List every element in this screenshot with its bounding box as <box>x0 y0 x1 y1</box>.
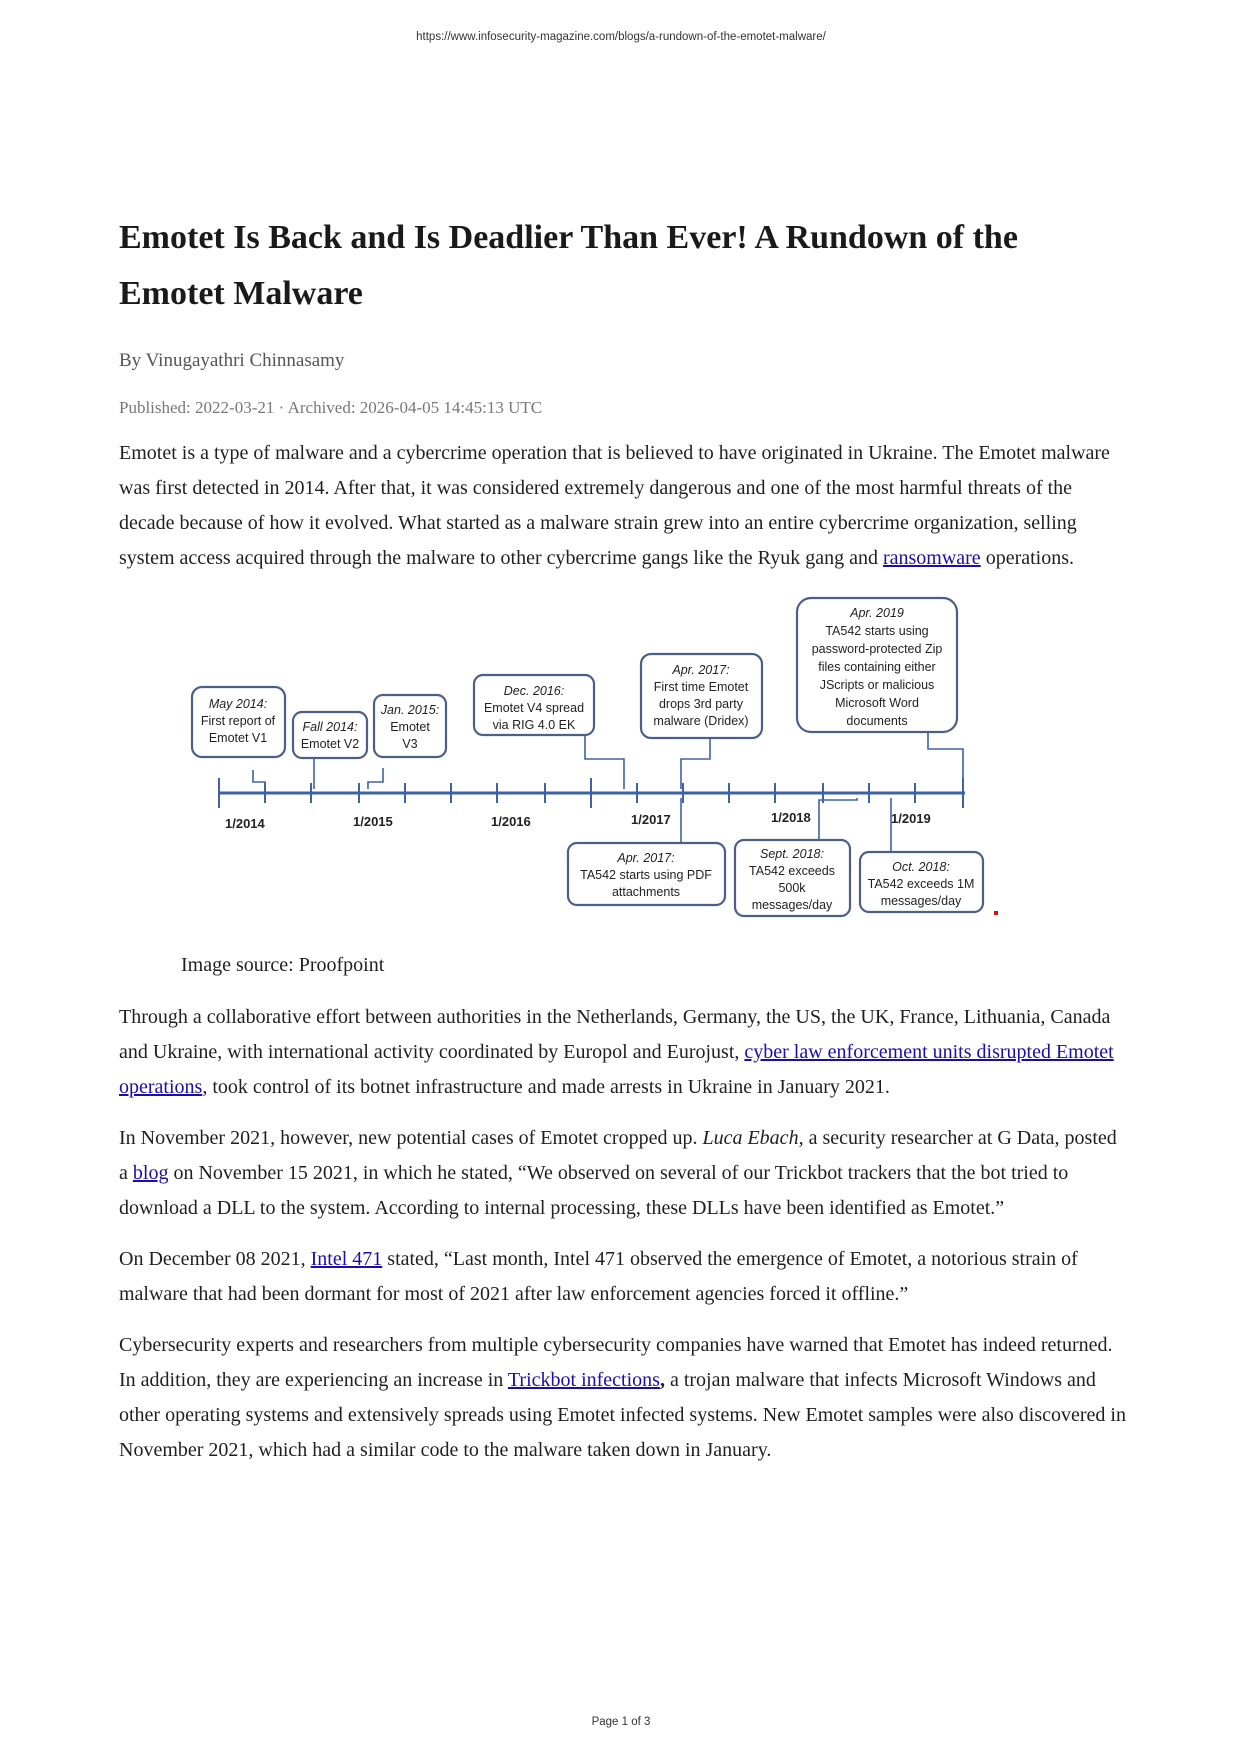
article-title: Emotet Is Back and Is Deadlier Than Ever! A Rundown of the Emotet Malware <box>119 219 1018 312</box>
paragraph-takedown: Through a collaborative effort between authorities in the Netherlands, Germany, the US, the UK, France, Lithuania, Canada and Ukraine, with international activity coordinated by Europol and Eurojust, cyber law enforcement units disrupted Emotet operations, took control of its botnet infrastructure and made arrests in Ukraine in January 2021. <box>119 1006 1114 1098</box>
svg-text:messages/day: messages/day <box>751 898 833 912</box>
svg-text:TA542 starts using: TA542 starts using <box>825 624 929 638</box>
svg-text:password-protected Zip: password-protected Zip <box>811 642 943 656</box>
svg-text:Apr. 2017:: Apr. 2017: <box>617 851 675 865</box>
svg-text:Emotet V1: Emotet V1 <box>208 731 268 745</box>
svg-text:Oct. 2018:: Oct. 2018: <box>892 860 950 874</box>
svg-text:May 2014:: May 2014: <box>208 697 268 711</box>
axis-label-2017: 1/2017 <box>631 812 671 827</box>
red-dot-mark <box>994 911 998 915</box>
svg-text:Emotet V2: Emotet V2 <box>300 737 360 751</box>
svg-text:files containing either: files containing either <box>818 660 936 674</box>
axis-label-2015: 1/2015 <box>353 814 393 829</box>
svg-text:First report of: First report of <box>200 714 276 728</box>
trickbot-link[interactable]: Trickbot infections <box>507 1369 660 1391</box>
svg-text:TA542 exceeds 1M: TA542 exceeds 1M <box>867 877 975 891</box>
byline: By Vinugayathri Chinnasamy <box>119 350 345 371</box>
svg-text:drops 3rd party: drops 3rd party <box>658 697 744 711</box>
event-fall-2014 <box>293 712 367 758</box>
svg-text:attachments: attachments <box>611 885 681 899</box>
emotet-timeline-diagram <box>119 594 1129 944</box>
publish-meta: Published: 2022-03-21 · Archived: 2026-04-05 14:45:13 UTC <box>119 398 543 417</box>
svg-text:500k: 500k <box>778 881 806 895</box>
svg-text:Jan. 2015:: Jan. 2015: <box>380 703 440 717</box>
svg-text:Apr. 2017:: Apr. 2017: <box>672 663 730 677</box>
ransomware-link[interactable]: ransomware <box>882 547 981 569</box>
paragraph-november: In November 2021, however, new potential cases of Emotet cropped up. Luca Ebach, a security researcher at G Data, posted a blog on November 15 2021, in which he stated, “We observed on several of our Trickbot trackers that the bot tried to download a DLL to the system. According to internal processing, these DLLs have been identified as Emotet.” <box>119 1127 1117 1219</box>
axis-label-2016: 1/2016 <box>491 814 531 829</box>
takedown-link[interactable]: cyber law enforcement units disrupted Emotet operations <box>119 1041 1114 1098</box>
article <box>119 210 1129 1468</box>
event-sept-2018 <box>735 840 850 916</box>
page-number: Page 1 of 3 <box>591 1716 651 1728</box>
timeline-figure <box>119 594 1129 944</box>
svg-text:Emotet V4 spread: Emotet V4 spread <box>483 701 585 715</box>
image-caption: Image source: Proofpoint <box>181 954 385 976</box>
svg-text:messages/day: messages/day <box>880 894 962 908</box>
svg-text:via RIG 4.0 EK: via RIG 4.0 EK <box>492 718 576 732</box>
source-url: https://www.infosecurity-magazine.com/blogs/a-rundown-of-the-emotet-malware/ <box>416 31 826 43</box>
axis-label-2018: 1/2018 <box>771 810 811 825</box>
paragraph-intel471: On December 08 2021, Intel 471 stated, “Last month, Intel 471 observed the emergence of Emotet, a notorious strain of malware that had been dormant for most of 2021 after law enforcement agencies forced it offline.” <box>119 1248 1078 1305</box>
svg-text:Apr. 2019: Apr. 2019 <box>850 606 904 620</box>
event-oct-2018 <box>860 852 983 912</box>
paragraph-trickbot: Cybersecurity experts and researchers from multiple cybersecurity companies have warned that Emotet has indeed returned. In addition, they are experiencing an increase in Trickbot infections, a trojan malware that infects Microsoft Windows and other operating systems and extensively spreads using Emotet infected systems. New Emotet samples were also discovered in November 2021, which had a similar code to the malware taken down in January. <box>119 1334 1126 1461</box>
svg-text:malware (Dridex): malware (Dridex) <box>653 714 749 728</box>
svg-text:documents: documents <box>846 714 908 728</box>
event-apr-2017-dridex <box>641 654 762 738</box>
svg-text:TA542 starts using PDF: TA542 starts using PDF <box>580 868 712 882</box>
svg-text:Sept. 2018:: Sept. 2018: <box>760 847 824 861</box>
svg-text:Dec. 2016:: Dec. 2016: <box>503 684 565 698</box>
paragraph-intro: Emotet is a type of malware and a cybercrime operation that is believed to have originated in Ukraine. The Emotet malware was first detected in 2014. After that, it was considered extremely dangerous and one of the most harmful threats of the decade because of how it evolved. What started as a malware strain grew into an entire cybercrime organization, selling system access acquired through the malware to other cybercrime gangs like the Ryuk gang and ransomware operations. <box>119 442 1110 569</box>
intel-471-link[interactable]: Intel 471 <box>310 1248 383 1270</box>
svg-text:V3: V3 <box>402 737 418 751</box>
event-may-2014 <box>192 687 285 757</box>
svg-text:First time Emotet: First time Emotet <box>653 680 749 694</box>
event-apr-2019 <box>797 598 957 732</box>
svg-text:TA542 exceeds: TA542 exceeds <box>749 864 835 878</box>
axis-label-2014: 1/2014 <box>225 816 265 831</box>
svg-text:Fall 2014:: Fall 2014: <box>302 720 358 734</box>
axis-label-2019: 1/2019 <box>891 811 931 826</box>
event-apr-2017-pdf <box>568 843 725 905</box>
svg-text:Microsoft Word: Microsoft Word <box>835 696 919 710</box>
svg-text:JScripts or malicious: JScripts or malicious <box>819 678 935 692</box>
svg-text:Emotet: Emotet <box>390 720 430 734</box>
event-dec-2016 <box>474 675 594 735</box>
event-jan-2015 <box>374 695 446 757</box>
blog-link[interactable]: blog <box>132 1162 169 1184</box>
